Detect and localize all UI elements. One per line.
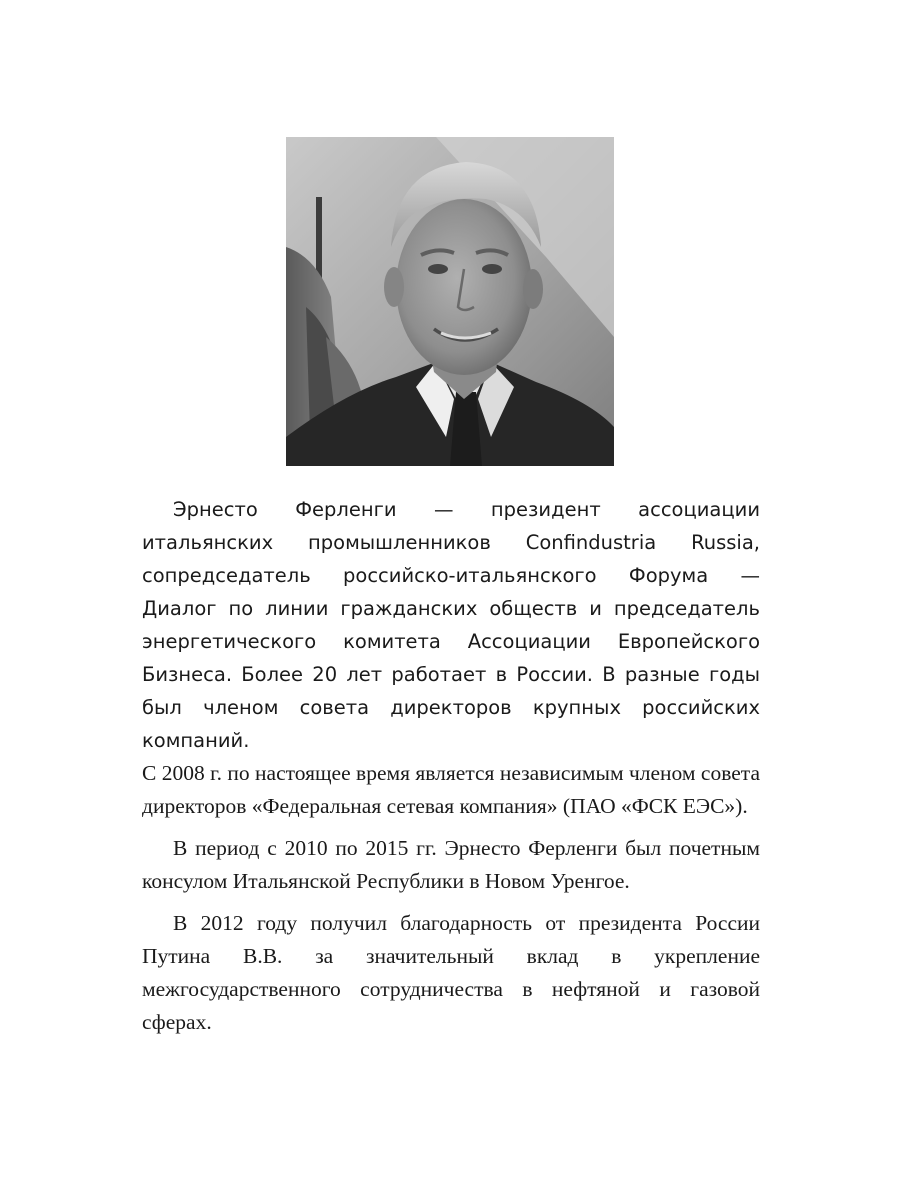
bio-paragraph-4: В 2012 году получил благодарность от президента России Путина В.В. за значительный вклад в укрепление межгосударственного сотрудничества в нефтяной и газовой сферах. — [142, 911, 760, 1034]
portrait-illustration — [286, 137, 614, 466]
bio-paragraph-1: Эрнесто Ферленги — президент ассоциации итальянских промышленников Confindustria Russia, сопредседатель российско-итальянского Форума — Диалог по линии гражданских обществ и председатель энергетического комитета Ассоциации Европейского Бизнеса. Более 20 лет работает в России. В разные годы был членом совета директоров крупных российских компаний. — [142, 498, 760, 752]
biography-text — [142, 493, 760, 1039]
bio-paragraph-2: С 2008 г. по настоящее время является независимым членом совета директоров «Федеральная сетевая компания» (ПАО «ФСК ЕЭС»). — [142, 761, 760, 818]
bio-paragraph-3: В период с 2010 по 2015 гг. Эрнесто Ферленги был почетным консулом Итальянской Республики в Новом Уренгое. — [142, 836, 760, 893]
portrait-photo — [286, 137, 614, 466]
